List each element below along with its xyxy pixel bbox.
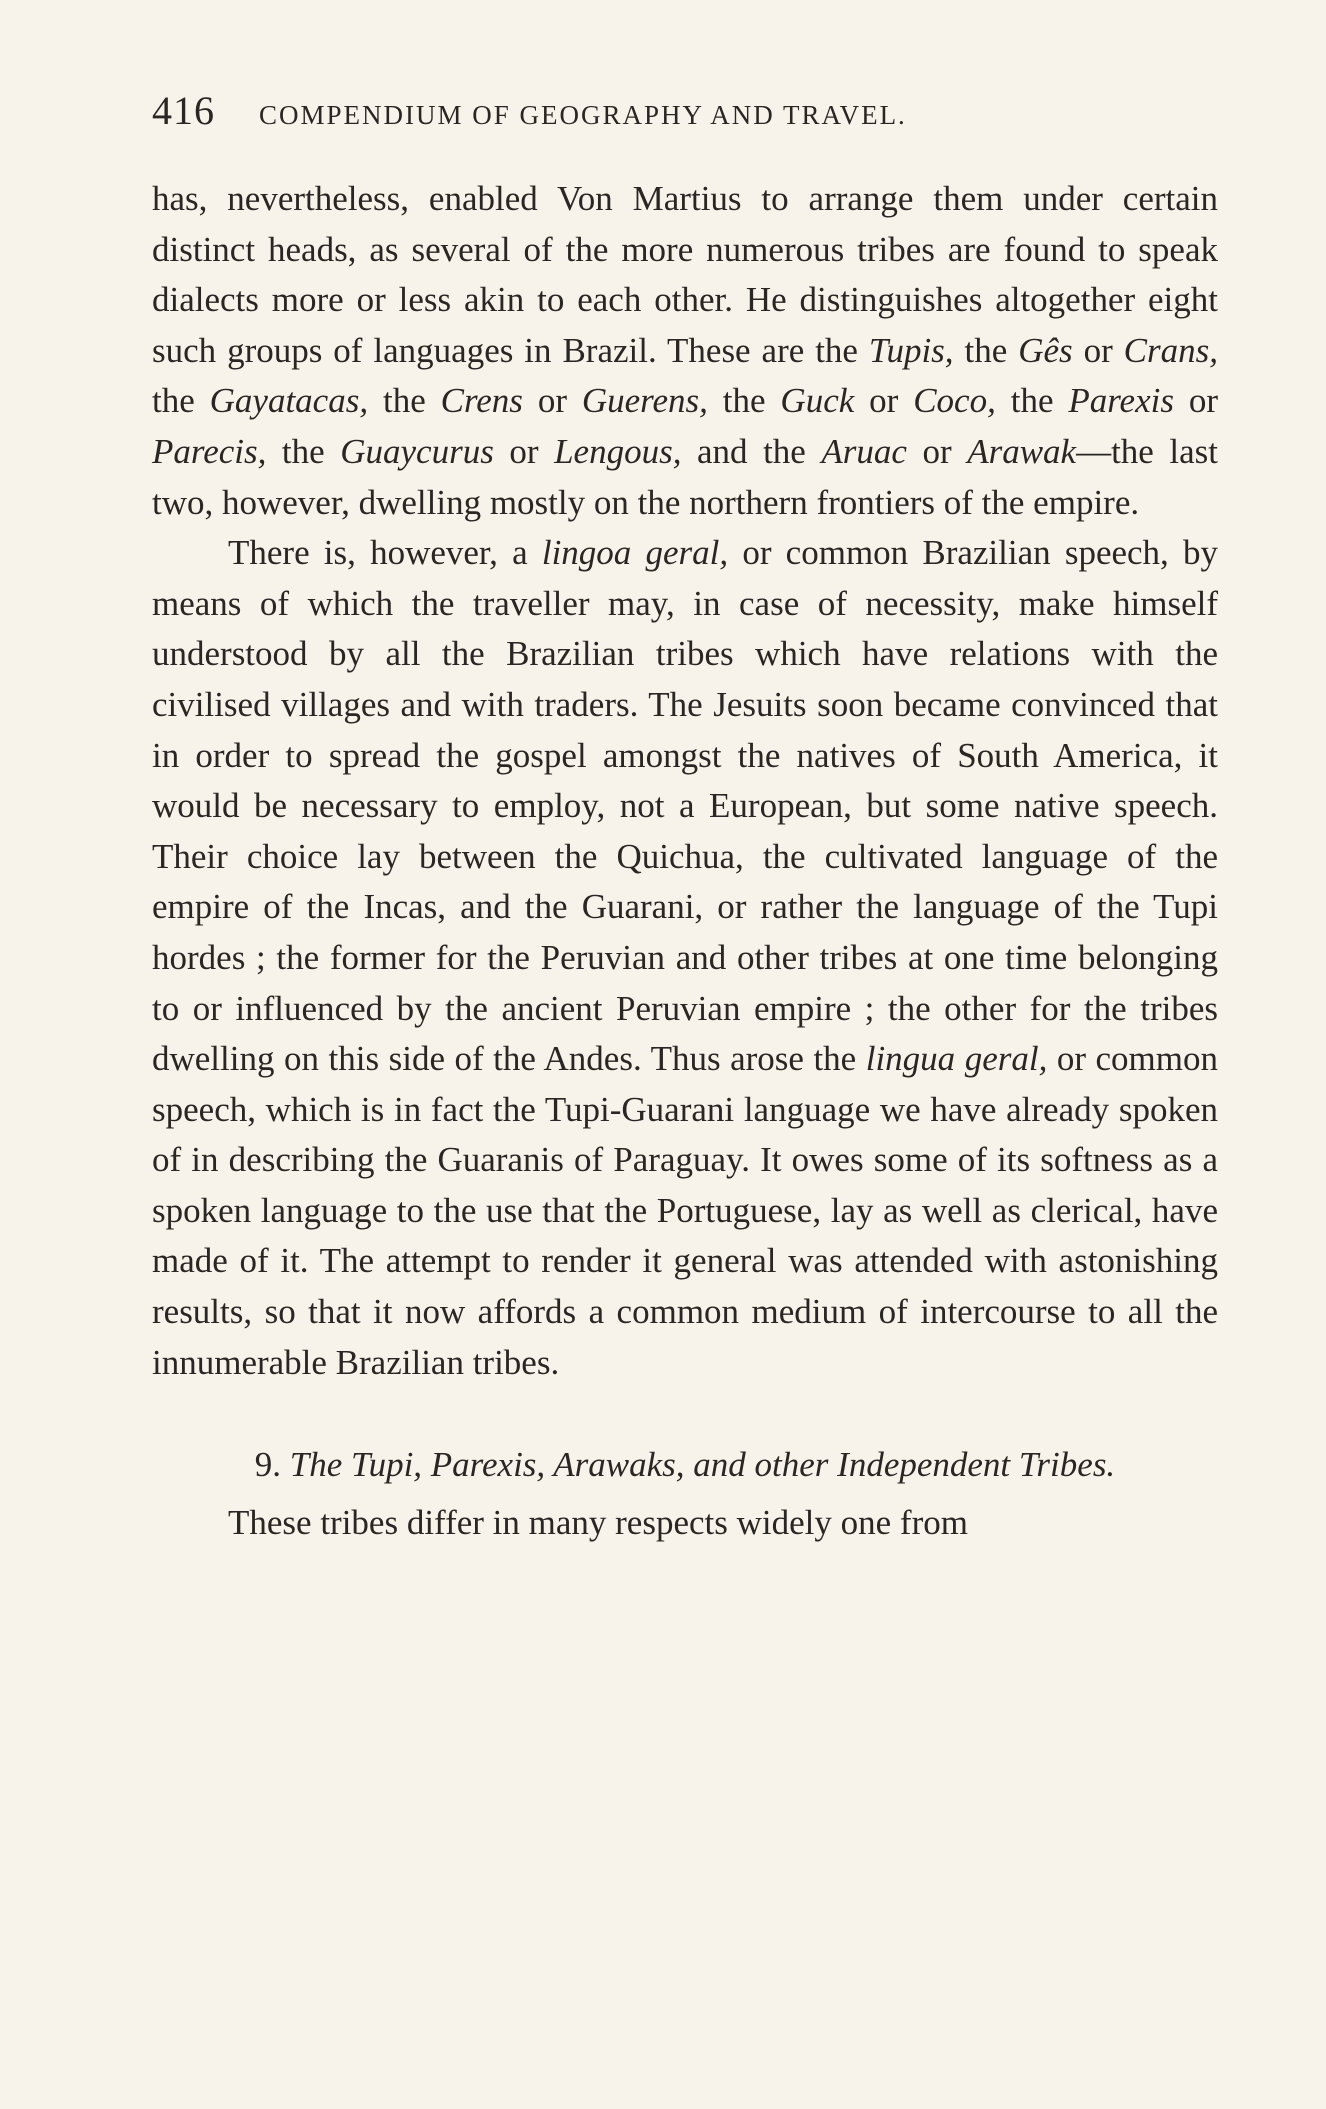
book-page	[152, 84, 1218, 1584]
section-heading	[152, 1440, 1218, 1490]
section-number: 9.	[254, 1445, 282, 1485]
page-number: 416	[152, 88, 215, 133]
paragraph-lingoa-geral: There is, however, a lingoa geral, or common Brazilian speech, by means of which the traveller may, in case of necessity, make himself understood by all the Brazilian tribes which have relations with the civilised villages and with traders. The Jesuits soon became convinced that in order to spread the gospel amongst the natives of South America, it would be necessary to employ, not a European, but some native speech. Their choice lay between the Quichua, the cultivated language of the empire of the Incas, and the Guarani, or rather the language of the Tupi hordes ; the former for the Peruvian and other tribes at one time belonging to or influenced by the ancient Peruvian empire ; the other for the tribes dwelling on this side of the Andes. Thus arose the lingua geral, or common speech, which is in fact the Tupi-Guarani language we have already spoken of in describing the Guaranis of Paraguay. It owes some of its softness as a spoken language to the use that the Portuguese, lay as well as clerical, have made of it. The attempt to render it general was attended with astonishing results, so that it now affords a common medium of intercourse to all the innumerable Brazilian tribes.	[152, 533, 1218, 1382]
paragraph-language-groups: has, nevertheless, enabled Von Martius to arrange them under certain distinct heads, as several of the more numerous tribes are found to speak dialects more or less akin to each other. He distinguishes altogether eight such groups of languages in Brazil. These are the Tupis, the Gês or Crans, the Gayatacas, the Crens or Guerens, the Guck or Coco, the Parexis or Parecis, the Guaycurus or Lengous, and the Aruac or Arawak—the last two, however, dwelling mostly on the northern frontiers of the empire.	[152, 179, 1219, 522]
running-head-title: COMPENDIUM OF GEOGRAPHY AND TRAVEL.	[259, 100, 907, 130]
body-text	[152, 174, 1218, 1388]
paragraph-tribes-differ: These tribes differ in many respects widely one from	[228, 1503, 968, 1543]
running-head	[152, 84, 1218, 138]
section-title: The Tupi, Parexis, Arawaks, and other Independent Tribes.	[289, 1445, 1116, 1485]
